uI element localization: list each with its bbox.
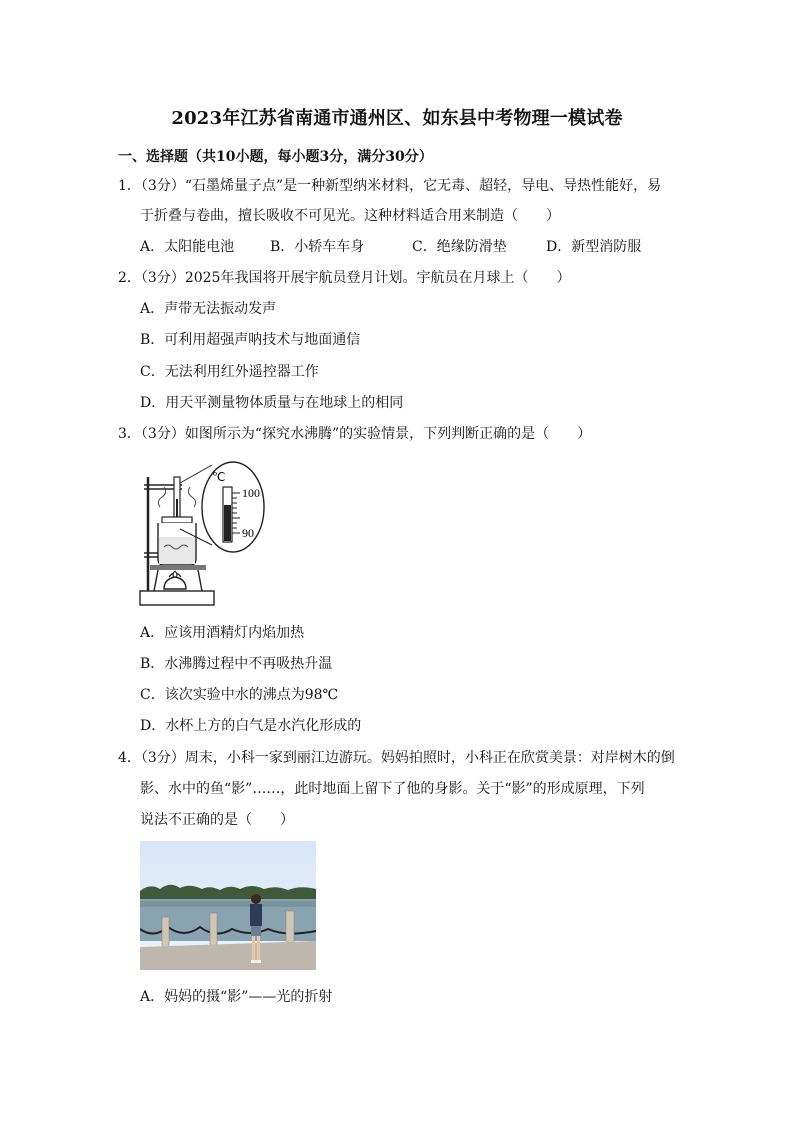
option-2b[interactable]: B．可利用超强声呐技术与地面通信: [140, 332, 361, 348]
option-2d[interactable]: D．用天平测量物体质量与在地球上的相同: [140, 395, 404, 411]
question-2-line-1: 2．（3分）2025年我国将开展宇航员登月计划。宇航员在月球上（ ）: [118, 270, 571, 286]
wire-gauze: [150, 565, 206, 570]
alcohol-lamp: [164, 577, 186, 589]
riverside-photo: [140, 841, 316, 970]
scale-unit: ℃: [212, 470, 226, 484]
option-1d[interactable]: D．新型消防服: [546, 239, 642, 255]
option-1c[interactable]: C．绝缘防滑垫: [412, 239, 507, 255]
option-1b[interactable]: B．小轿车车身: [270, 239, 365, 255]
scale-label-90: 90: [242, 526, 254, 540]
question-4-line-2: 影、水中的鱼“影”……，此时地面上留下了他的身影。关于“影”的形成原理，下列: [140, 781, 645, 797]
scale-label-100: 100: [242, 486, 260, 500]
question-1-line-1: 1．（3分）“石墨烯量子点”是一种新型纳米材料，它无毒、超轻，导电、导热性能好，易: [118, 178, 662, 194]
exam-title: 2023年江苏省南通市通州区、如东县中考物理一模试卷: [171, 108, 623, 129]
option-3d[interactable]: D．水杯上方的白气是水汽化形成的: [140, 718, 362, 734]
question-4-line-3: 说法不正确的是（ ）: [140, 812, 294, 828]
option-3a[interactable]: A．应该用酒精灯内焰加热: [140, 625, 305, 641]
option-3c[interactable]: C．该次实验中水的沸点为98℃: [140, 687, 339, 703]
question-1-line-2: 于折叠与卷曲，擅长吸收不可见光。这种材料适合用来制造（ ）: [140, 208, 560, 224]
section-heading: 一、选择题（共10小题，每小题3分，满分30分）: [118, 149, 433, 165]
stand-base: [140, 591, 214, 605]
option-1a[interactable]: A．太阳能电池: [140, 239, 235, 255]
option-4a[interactable]: A．妈妈的摄“影”——光的折射: [140, 989, 333, 1005]
option-2a[interactable]: A．声带无法振动发声: [140, 301, 277, 317]
question-1-options: [140, 237, 660, 257]
question-4-line-1: 4．（3分）周末，小科一家到丽江边游玩。妈妈拍照时，小科正在欣赏美景：对岸树木的倒: [118, 750, 675, 766]
option-3b[interactable]: B．水沸腾过程中不再吸热升温: [140, 656, 333, 672]
question-3-line-1: 3．（3分）如图所示为“探究水沸腾”的实验情景，下列判断正确的是（ ）: [118, 426, 592, 442]
option-2c[interactable]: C．无法利用红外遥控器工作: [140, 364, 319, 380]
boiling-experiment-figure: [136, 455, 286, 615]
